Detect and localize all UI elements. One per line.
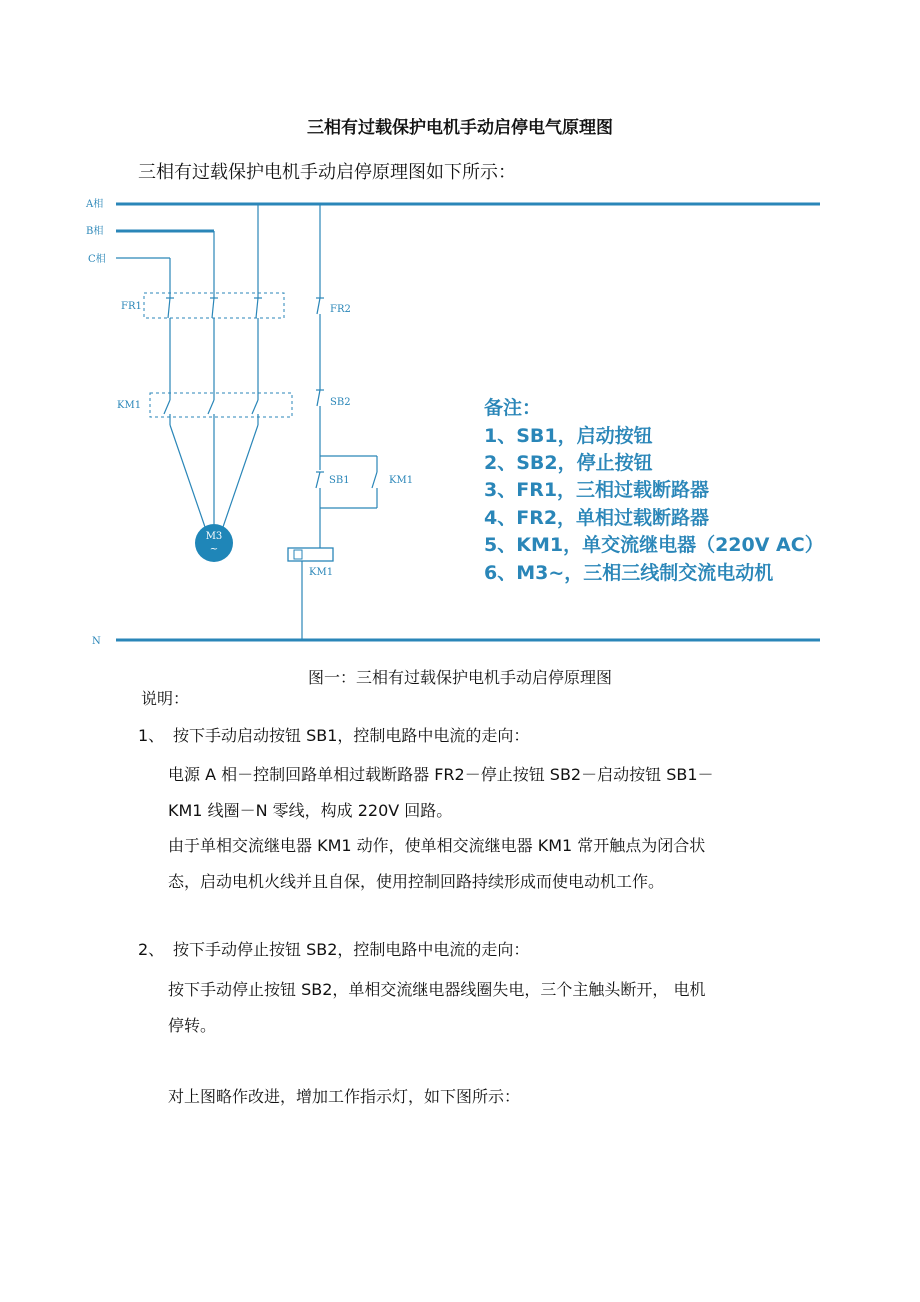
figure-caption: 图一：三相有过载保护电机手动启停原理图 bbox=[307, 668, 612, 687]
note-item: 4、FR2，单相过载断路器 bbox=[484, 507, 710, 529]
section2-line: 按下手动停止按钮 SB2，单相交流继电器线圈失电，三个主触头断开， 电机 bbox=[168, 980, 706, 999]
label-sb1: SB1 bbox=[329, 475, 350, 486]
note-item: 1、SB1，启动按钮 bbox=[484, 425, 653, 447]
note-item: 5、KM1，单交流继电器（220V AC） bbox=[484, 534, 824, 556]
label-phase-a: A相 bbox=[86, 199, 104, 210]
fr1-switches bbox=[166, 298, 262, 390]
section1-line: 电源 A 相－控制回路单相过载断路器 FR2－停止按钮 SB2－启动按钮 SB1－ bbox=[168, 765, 714, 784]
label-fr2: FR2 bbox=[330, 304, 351, 315]
sb1-switch bbox=[316, 472, 324, 488]
notes-title: 备注： bbox=[484, 397, 542, 419]
section2-heading: 按下手动停止按钮 SB2，控制电路中电流的走向： bbox=[173, 940, 530, 959]
label-fr1: FR1 bbox=[121, 301, 142, 312]
label-phase-c: C相 bbox=[88, 254, 106, 265]
improve-text: 对上图略作改进，增加工作指示灯，如下图所示： bbox=[168, 1087, 521, 1106]
circuit-diagram bbox=[0, 190, 920, 660]
km1-aux-contact bbox=[372, 472, 377, 488]
section1-line: 由于单相交流继电器 KM1 动作，使单相交流继电器 KM1 常开触点为闭合状 bbox=[168, 836, 706, 855]
label-km1-main: KM1 bbox=[117, 400, 142, 411]
sb2-switch bbox=[316, 390, 324, 406]
section1-heading: 按下手动启动按钮 SB1，控制电路中电流的走向： bbox=[173, 726, 530, 745]
note-item: 6、M3~，三相三线制交流电动机 bbox=[484, 562, 774, 584]
intro-text: 三相有过载保护电机手动启停原理图如下所示： bbox=[138, 162, 516, 183]
km1-main-box bbox=[150, 393, 292, 417]
label-phase-b: B相 bbox=[86, 226, 104, 237]
motor-symbol: ~ bbox=[209, 544, 219, 555]
section1-line: 态，启动电机火线并且自保，使用控制回路持续形成而使电动机工作。 bbox=[168, 872, 665, 891]
note-item: 2、SB2，停止按钮 bbox=[484, 452, 653, 474]
label-km1-aux: KM1 bbox=[389, 475, 414, 486]
motor-label: M3 bbox=[205, 531, 223, 542]
section1-number: 1、 bbox=[138, 726, 165, 745]
label-neutral: N bbox=[92, 636, 101, 647]
fr2-switch bbox=[316, 298, 324, 314]
explain-label: 说明： bbox=[141, 689, 190, 708]
section2-number: 2、 bbox=[138, 940, 165, 959]
section1-line: KM1 线圈－N 零线，构成 220V 回路。 bbox=[168, 801, 453, 820]
label-sb2: SB2 bbox=[330, 397, 351, 408]
section2-line: 停转。 bbox=[168, 1016, 217, 1035]
note-item: 3、FR1，三相过载断路器 bbox=[484, 479, 710, 501]
km1-main-contacts bbox=[164, 390, 258, 425]
label-km1-coil: KM1 bbox=[309, 567, 334, 578]
page-title: 三相有过载保护电机手动启停电气原理图 bbox=[307, 118, 613, 138]
motor-icon bbox=[195, 524, 233, 562]
